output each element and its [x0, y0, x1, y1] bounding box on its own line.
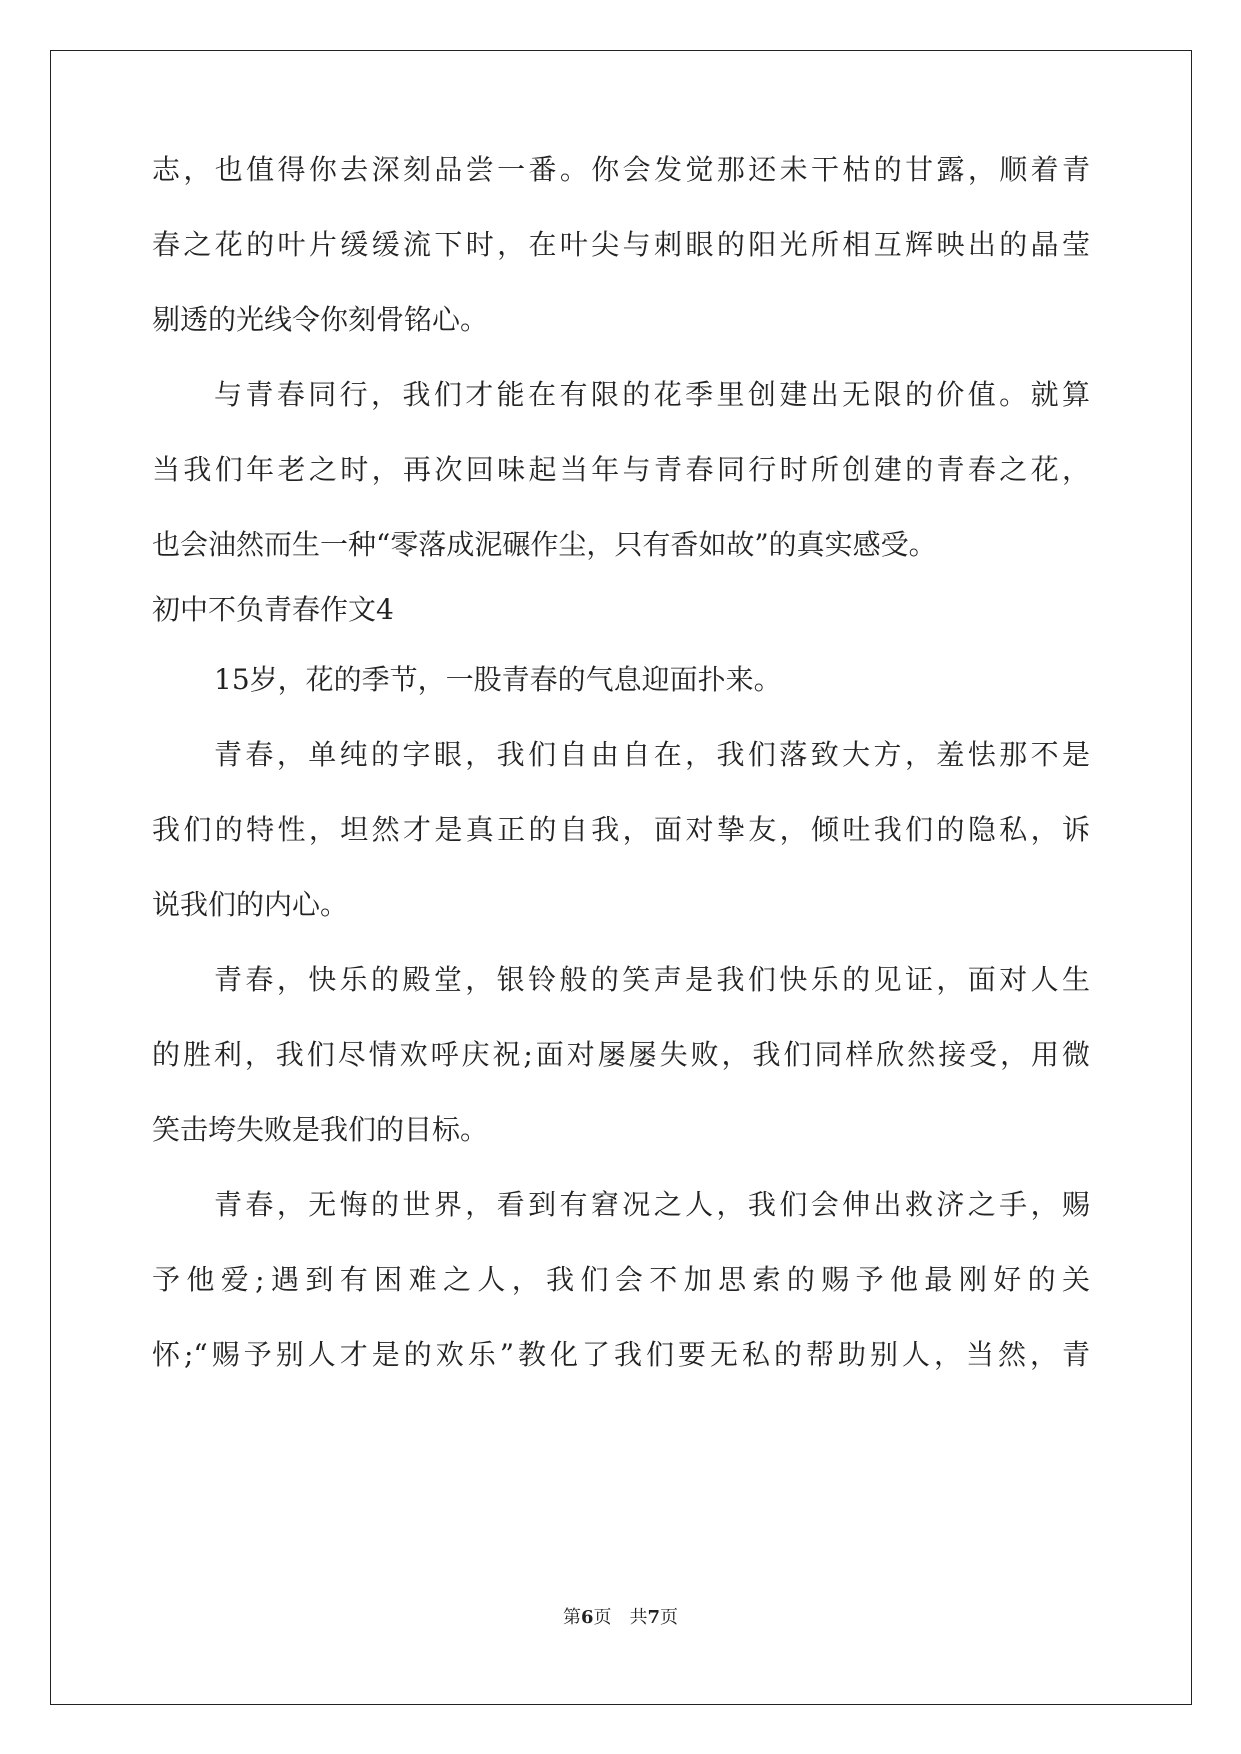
text-line: 我们的特性，坦然才是真正的自我，面对挚友，倾吐我们的隐私，诉 — [152, 813, 1090, 846]
text-line: 与青春同行，我们才能在有限的花季里创建出无限的价值。就算 — [214, 378, 1090, 411]
text-line: 青春，无悔的世界，看到有窘况之人，我们会伸出救济之手，赐 — [214, 1188, 1090, 1221]
text-line: 笑击垮失败是我们的目标。 — [152, 1113, 489, 1146]
text-line: 当我们年老之时，再次回味起当年与青春同行时所创建的青春之花， — [152, 453, 1090, 486]
text-line: 也会油然而生一种“零落成泥碾作尘，只有香如故”的真实感受。 — [152, 528, 937, 561]
text-line: 青春，单纯的字眼，我们自由自在，我们落致大方，羞怯那不是 — [214, 738, 1090, 771]
footer-prefix: 第 — [562, 1607, 581, 1628]
text-line: 予他爱;遇到有困难之人，我们会不加思索的赐予他最刚好的关 — [152, 1263, 1090, 1296]
text-line: 剔透的光线令你刻骨铭心。 — [152, 303, 489, 336]
footer-page-number: 6 — [580, 1607, 594, 1628]
text-line: 志，也值得你去深刻品尝一番。你会发觉那还未干枯的甘露，顺着青 — [152, 153, 1090, 186]
section-heading: 初中不负青春作文4 — [152, 593, 394, 626]
text-line: 青春，快乐的殿堂，银铃般的笑声是我们快乐的见证，面对人生 — [214, 963, 1090, 996]
text-line: 怀;“赐予别人才是的欢乐”教化了我们要无私的帮助别人，当然，青 — [152, 1338, 1090, 1371]
page-footer — [0, 1603, 1241, 1629]
footer-suffix: 页 — [660, 1607, 679, 1628]
footer-total-pages: 7 — [647, 1607, 661, 1628]
text-line: 15岁，花的季节，一股青春的气息迎面扑来。 — [214, 663, 782, 696]
text-line: 说我们的内心。 — [152, 888, 349, 921]
text-line: 的胜利，我们尽情欢呼庆祝;面对屡屡失败，我们同样欣然接受，用微 — [152, 1038, 1090, 1071]
footer-middle: 页 共 — [593, 1607, 648, 1628]
text-line: 春之花的叶片缓缓流下时，在叶尖与刺眼的阳光所相互辉映出的晶莹 — [152, 228, 1090, 261]
